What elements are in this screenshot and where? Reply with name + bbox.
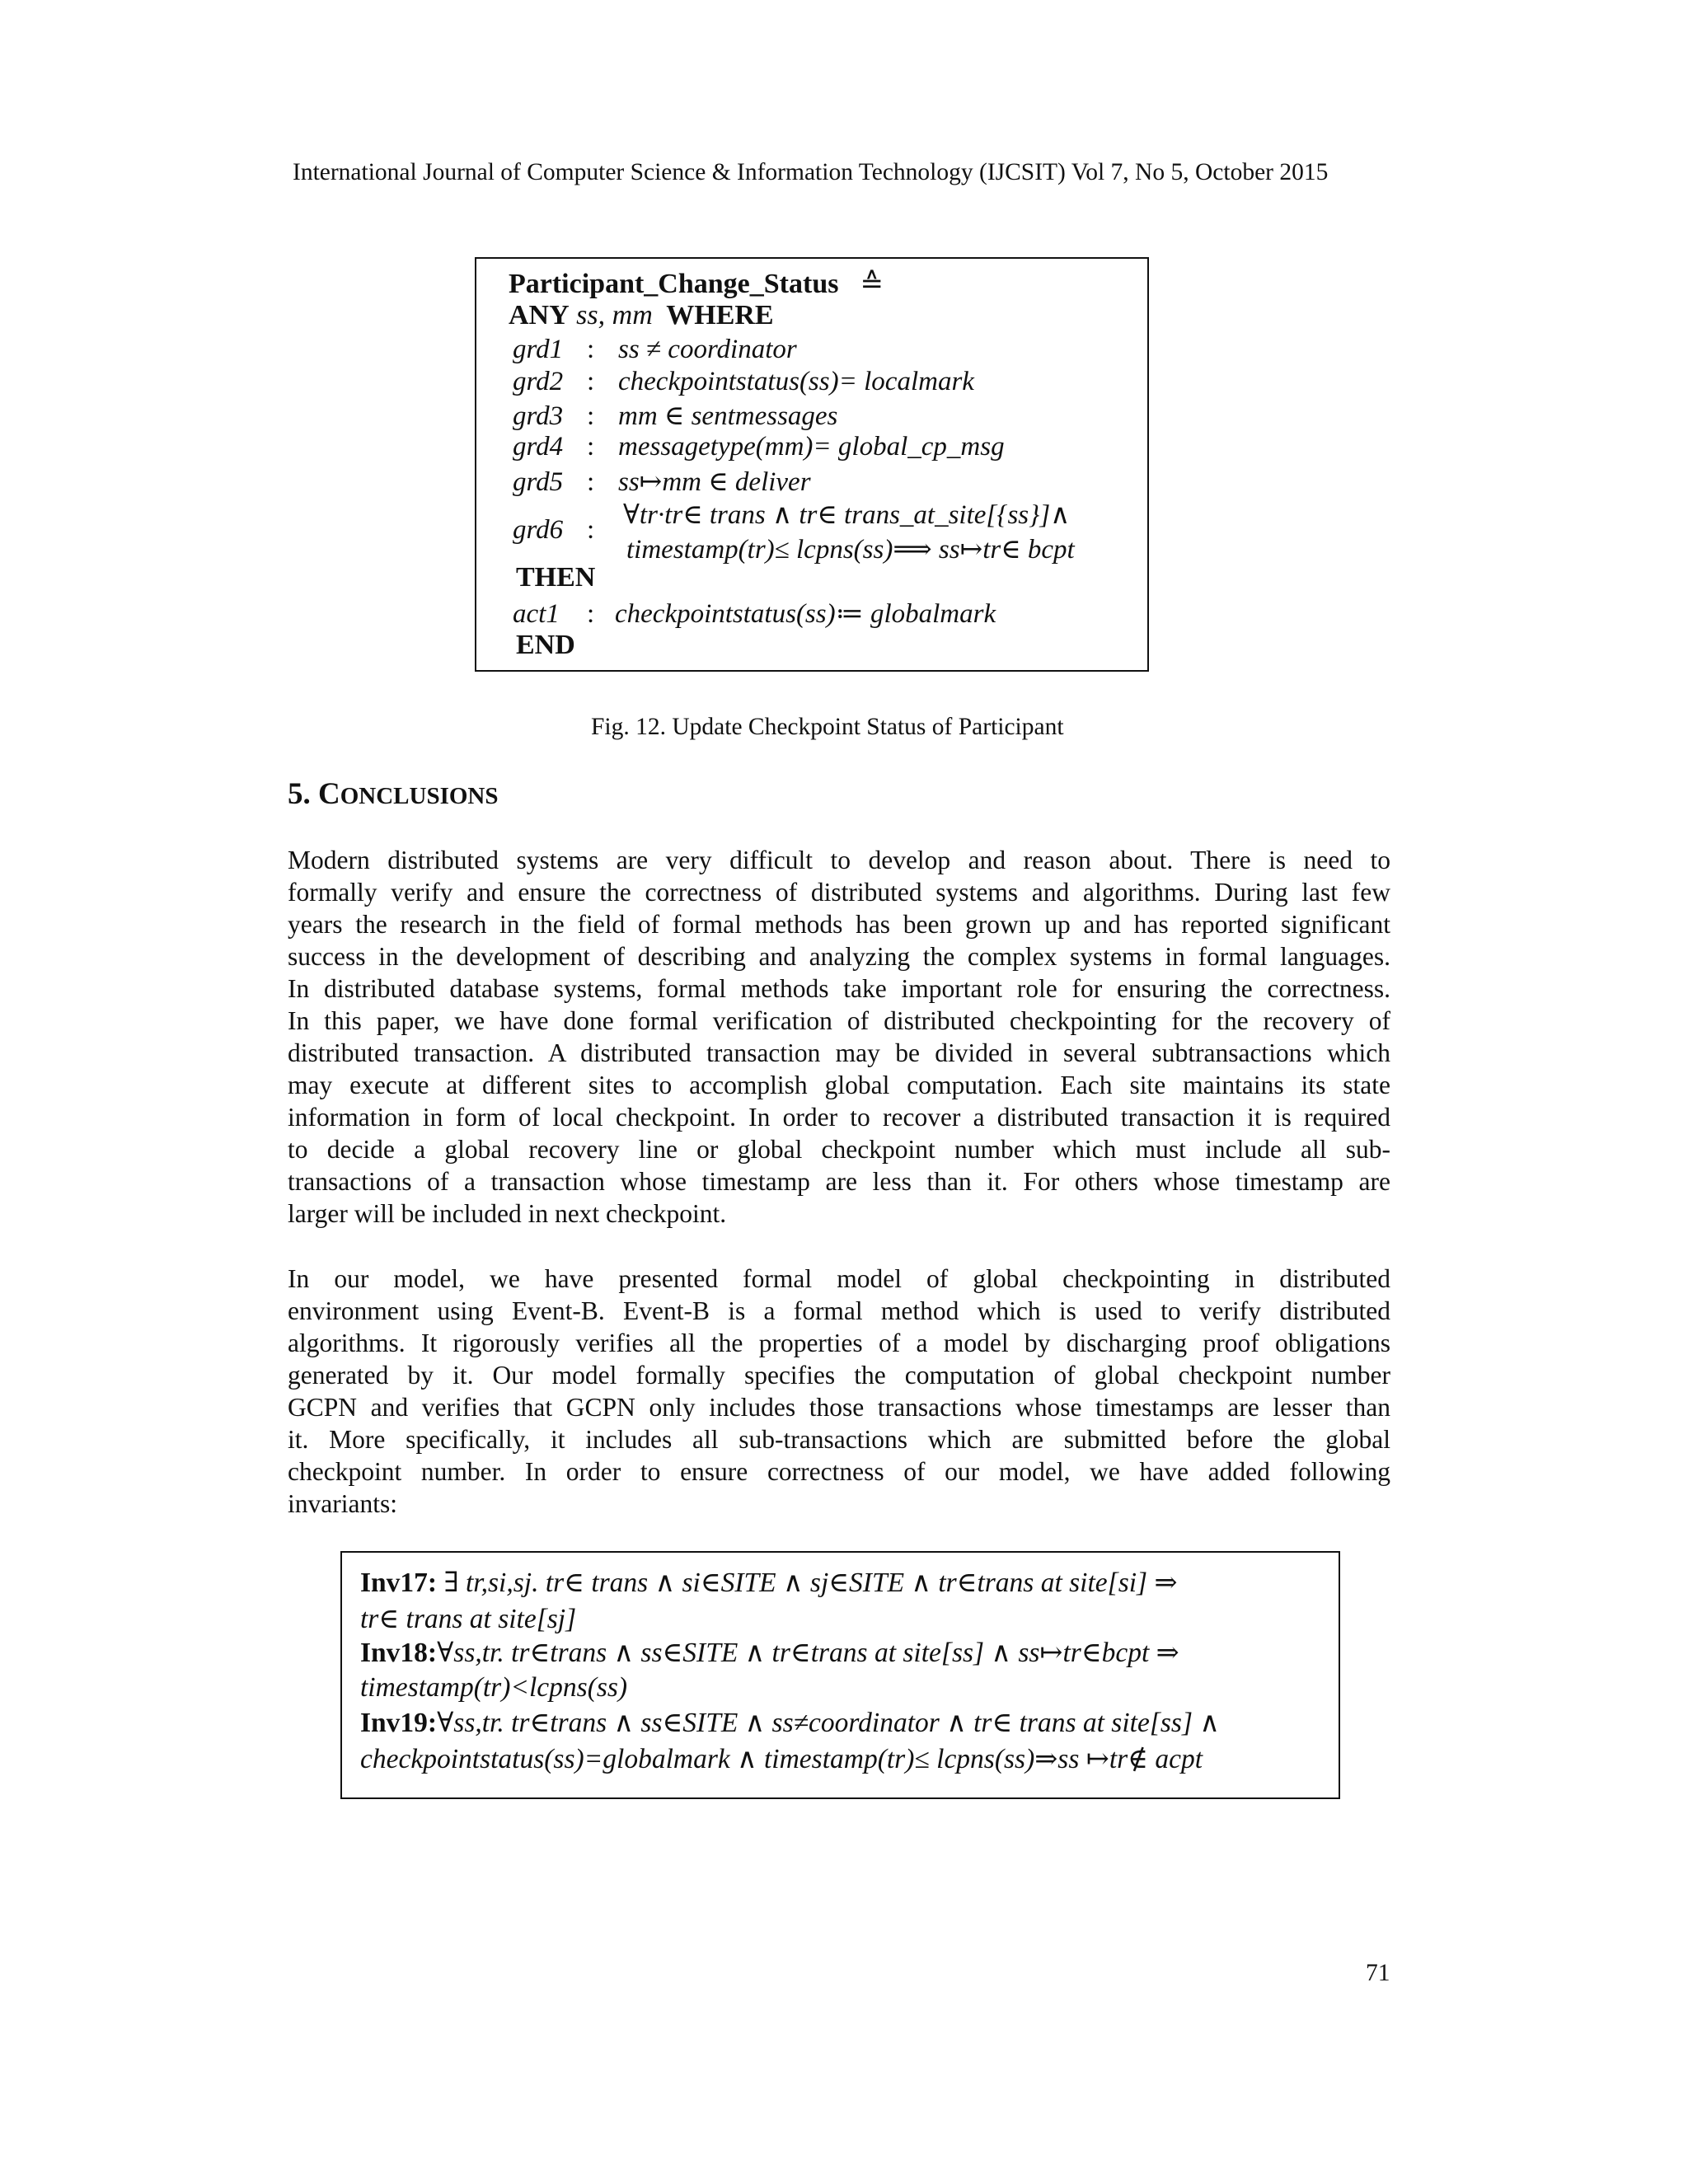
invariant-label: Inv17: — [360, 1568, 438, 1598]
invariant-expression: ∀ss,tr. tr∈trans ∧ ss∈SITE ∧ ss≠coordinator ∧ tr∈ trans at site[ss] ∧ — [437, 1708, 1220, 1738]
paragraph-line: formally verify and ensure the correctness of distributed systems and algorithms. During last few — [288, 878, 1390, 907]
guard-row — [513, 335, 797, 365]
guard-label: grd6 — [513, 515, 564, 545]
paragraph-line: In this paper, we have done formal verification of distributed checkpointing for the recovery of — [288, 1006, 1390, 1035]
conclusion-paragraph-2 — [288, 1263, 1390, 1520]
paragraph-line: checkpoint number. In order to ensure correctness of our model, we have added following — [288, 1457, 1390, 1486]
invariant-line — [360, 1706, 1220, 1739]
paragraph-line: success in the development of describing and analyzing the complex systems in formal languages. — [288, 942, 1390, 971]
paragraph-line: Modern distributed systems are very difficult to develop and reason about. There is need to — [288, 846, 1390, 874]
paragraph-line: it. More specifically, it includes all sub-transactions which are submitted before the global — [288, 1425, 1390, 1454]
guard-expression: ss ≠ coordinator — [618, 335, 797, 364]
invariant-label: Inv19: — [360, 1708, 438, 1738]
guard-label: grd5 — [513, 467, 564, 497]
paragraph-line: generated by it. Our model formally specifies the computation of global checkpoint number — [288, 1361, 1390, 1390]
invariants-box — [340, 1551, 1340, 1799]
guard-row — [513, 432, 1005, 462]
where-keyword: WHERE — [666, 300, 774, 330]
guard-row — [513, 465, 811, 498]
guard-expression: messagetype(mm)= global_cp_msg — [618, 432, 1005, 462]
invariant-line — [360, 1742, 1203, 1775]
guard-label: grd3 — [513, 401, 564, 431]
paragraph-line: years the research in the field of formal methods has been grown up and has reported significant — [288, 910, 1390, 939]
any-clause — [509, 300, 774, 331]
paragraph-line: In distributed database systems, formal methods take important role for ensuring the correctness. — [288, 974, 1390, 1003]
section-heading — [288, 776, 499, 812]
invariant-label: Inv18: — [360, 1638, 438, 1668]
event-b-figure-box — [475, 257, 1149, 672]
section-title-rest: ONCLUSIONS — [340, 783, 499, 809]
action-separator: : — [587, 599, 595, 629]
paragraph-last-line: larger will be included in next checkpoint. — [288, 1199, 727, 1228]
guard6-label-row — [513, 515, 594, 546]
invariant-expression: ∀ss,tr. tr∈trans ∧ ss∈SITE ∧ tr∈trans at site[ss] ∧ ss↦tr∈bcpt ⇒ — [437, 1638, 1179, 1668]
section-number: 5. — [288, 777, 311, 811]
guard-label: grd4 — [513, 432, 564, 462]
any-keyword: ANY — [509, 300, 570, 330]
guard-separator: : — [587, 401, 595, 431]
invariant-expression: ∃ tr,si,sj. tr∈ trans ∧ si∈SITE ∧ sj∈SITE ∧ tr∈trans at site[si] ⇒ — [437, 1568, 1178, 1598]
paragraph-line: GCPN and verifies that GCPN only includes those transactions whose timestamps are lesser than — [288, 1393, 1390, 1422]
guard-separator: : — [587, 432, 595, 462]
event-name: Participant_Change_Status — [509, 269, 839, 299]
section-title-initial: C — [318, 777, 340, 811]
definition-symbol: ≙ — [860, 269, 884, 299]
any-params: ss, mm — [576, 300, 653, 330]
action-label: act1 — [513, 599, 560, 629]
invariant-expression: timestamp(tr)<lcpns(ss) — [360, 1672, 628, 1703]
paragraph-line: algorithms. It rigorously verifies all the properties of a model by discharging proof obligations — [288, 1329, 1390, 1357]
invariant-line — [360, 1672, 627, 1704]
action-row — [513, 597, 996, 630]
paragraph-line: information in form of local checkpoint. In order to recover a distributed transaction it is required — [288, 1103, 1390, 1132]
invariant-line — [360, 1636, 1179, 1669]
guard-expression: mm ∈ sentmessages — [618, 401, 838, 431]
end-keyword: END — [516, 630, 575, 660]
guard-separator: : — [587, 367, 595, 396]
conclusion-paragraph-1 — [288, 844, 1390, 1230]
invariant-expression: checkpointstatus(ss)=globalmark ∧ timestamp(tr)≤ lcpns(ss)⇒ss ↦tr∉ acpt — [360, 1744, 1203, 1774]
invariant-line — [360, 1566, 1178, 1599]
paragraph-line: distributed transaction. A distributed transaction may be divided in several subtransactions which — [288, 1038, 1390, 1067]
guard-row — [513, 367, 974, 397]
guard-separator: : — [587, 515, 595, 545]
event-title — [509, 267, 884, 300]
guard-expression: checkpointstatus(ss)= localmark — [618, 367, 974, 396]
paragraph-line: transactions of a transaction whose timestamp are less than it. For others whose timestamp are — [288, 1167, 1390, 1196]
invariant-line — [360, 1602, 576, 1635]
paragraph-line: may execute at different sites to accomplish global computation. Each site maintains its state — [288, 1071, 1390, 1099]
figure-caption: Fig. 12. Update Checkpoint Status of Participant — [591, 714, 1064, 740]
paragraph-last-line: invariants: — [288, 1489, 397, 1518]
invariant-expression: tr∈ trans at site[sj] — [360, 1604, 577, 1634]
guard-separator: : — [587, 335, 595, 364]
action-expression: checkpointstatus(ss)≔ globalmark — [615, 599, 996, 629]
running-header: International Journal of Computer Science & Information Technology (IJCSIT) Vol 7, No 5, October 2015 — [293, 159, 1329, 185]
page-number: 71 — [1366, 1960, 1390, 1986]
paragraph-line: environment using Event-B. Event-B is a formal method which is used to verify distributed — [288, 1296, 1390, 1325]
guard-expression: ss↦mm ∈ deliver — [618, 467, 811, 497]
paragraph-line: to decide a global recovery line or global checkpoint number which must include all sub- — [288, 1135, 1390, 1164]
then-keyword: THEN — [516, 562, 596, 593]
guard-row — [513, 399, 837, 432]
guard-label: grd2 — [513, 367, 564, 396]
guard6-line1: ∀tr·tr∈ trans ∧ tr∈ trans_at_site[{ss}]∧ — [623, 500, 1071, 530]
paragraph-line: In our model, we have presented formal model of global checkpointing in distributed — [288, 1264, 1390, 1293]
guard6-line2: timestamp(tr)≤ lcpns(ss)⟹ ss↦tr∈ bcpt — [626, 535, 1075, 565]
guard-separator: : — [587, 467, 595, 497]
guard-label: grd1 — [513, 335, 564, 364]
